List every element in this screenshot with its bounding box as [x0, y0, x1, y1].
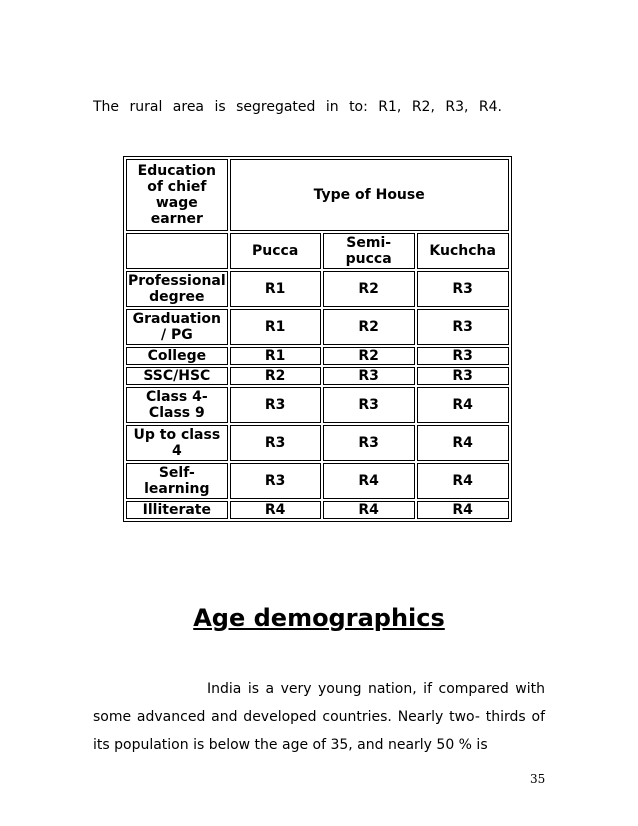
table-cell: R1: [230, 309, 321, 345]
education-header-cell: Education of chief wage earner: [126, 159, 228, 231]
table-cell: R3: [417, 367, 509, 385]
table-cell: R2: [323, 309, 415, 345]
table-subheader-row: [126, 233, 509, 269]
table-row: [126, 347, 509, 365]
table-cell: R4: [417, 463, 509, 499]
table-row: [126, 501, 509, 519]
table-row: [126, 271, 509, 307]
body-paragraph: India is a very young nation, if compared with some advanced and developed countries. Nearly two- thirds of its population is below the age of 35, and nearly 50 % is: [93, 681, 545, 753]
table-cell: R3: [417, 271, 509, 307]
row-label: Class 4- Class 9: [126, 387, 228, 423]
row-label: College: [126, 347, 228, 365]
row-label: Professional degree: [128, 273, 226, 305]
table-cell: R3: [323, 367, 415, 385]
row-label: Illiterate: [126, 501, 228, 519]
column-header-semi-pucca: Semi-pucca: [323, 233, 415, 269]
table-cell: R4: [417, 501, 509, 519]
intro-text: The rural area is segregated in to: R1, R2, R3, R4.: [93, 99, 502, 115]
table-cell: R1: [230, 271, 321, 307]
table-row: [126, 387, 509, 423]
table-cell: R2: [323, 347, 415, 365]
column-header-pucca: Pucca: [230, 233, 321, 269]
house-type-table-container: [123, 156, 512, 522]
table-row: [126, 463, 509, 499]
table-cell: R4: [230, 501, 321, 519]
table-cell: R3: [417, 347, 509, 365]
row-label: SSC/HSC: [126, 367, 228, 385]
row-label: Self-learning: [126, 463, 228, 499]
table-cell: R1: [230, 347, 321, 365]
table-cell: R3: [230, 463, 321, 499]
section-heading: Age demographics: [193, 604, 445, 632]
table-row: [126, 425, 509, 461]
table-cell: R3: [417, 309, 509, 345]
table-cell: R3: [230, 425, 321, 461]
house-type-table: [123, 156, 512, 522]
table-cell: R4: [323, 501, 415, 519]
table-header-row: [126, 159, 509, 231]
table-cell: R4: [417, 387, 509, 423]
table-row: [126, 309, 509, 345]
table-cell: R3: [230, 387, 321, 423]
house-type-header-cell: Type of House: [230, 159, 509, 231]
table-cell: R3: [323, 425, 415, 461]
row-label: Graduation / PG: [126, 309, 228, 345]
column-header-kuchcha: Kuchcha: [417, 233, 509, 269]
table-cell: R2: [230, 367, 321, 385]
row-label: Up to class 4: [126, 425, 228, 461]
table-cell: R4: [417, 425, 509, 461]
table-cell: R4: [323, 463, 415, 499]
page-number: 35: [530, 772, 546, 786]
table-cell: R2: [323, 271, 415, 307]
table-row: [126, 367, 509, 385]
empty-header-cell: [126, 233, 228, 269]
table-cell: R3: [323, 387, 415, 423]
body-paragraph-container: [93, 675, 545, 759]
